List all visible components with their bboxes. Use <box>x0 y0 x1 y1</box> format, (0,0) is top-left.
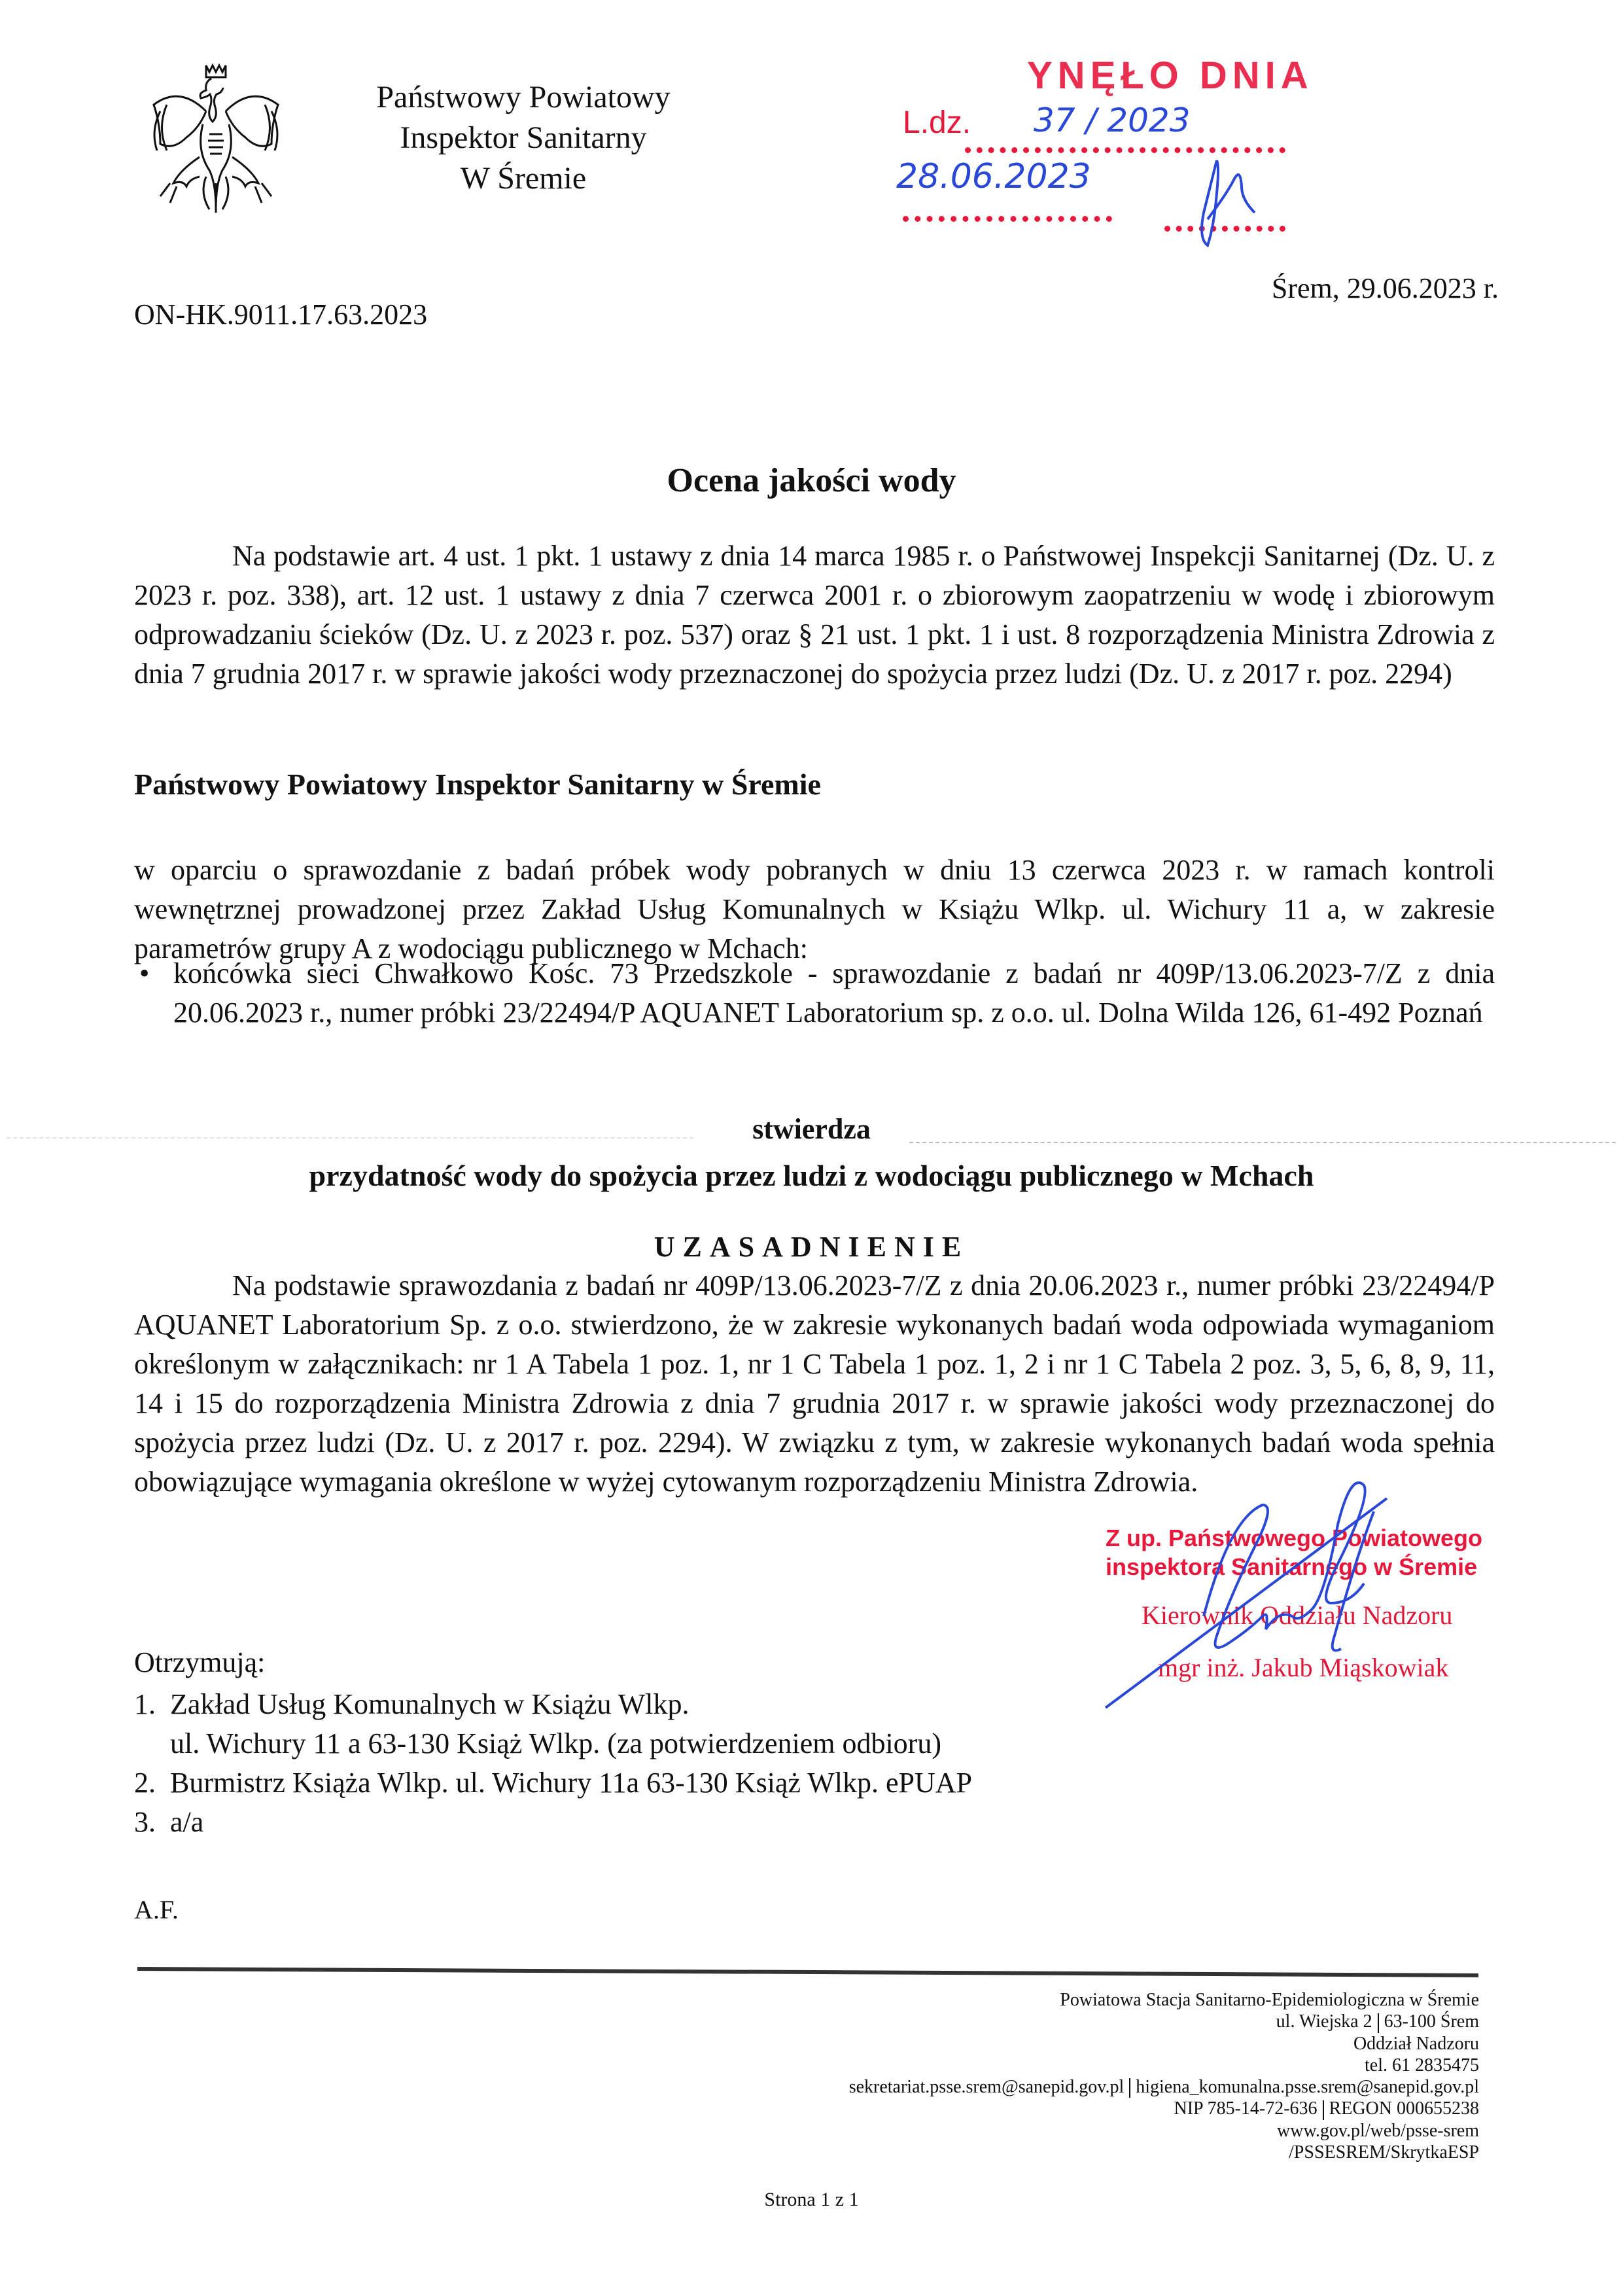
author-initials: A.F. <box>134 1895 179 1924</box>
footer-regon: REGON 000655238 <box>1329 2098 1479 2119</box>
footer-email-hygiene[interactable]: higiena_komunalna.psse.srem@sanepid.gov.pl <box>1136 2076 1479 2097</box>
issuer-header <box>327 77 720 199</box>
footer-divider <box>137 1967 1478 1977</box>
ldz-number-handwritten: 37 / 2023 <box>1034 101 1191 139</box>
recipients-heading: Otrzymują: <box>134 1646 266 1678</box>
recipient-number: 2. <box>134 1767 156 1799</box>
bullet-icon: • <box>139 957 150 989</box>
footer-ids <box>694 2098 1479 2120</box>
handwritten-signature-icon <box>1086 1472 1478 1734</box>
recipient-name: Burmistrz Książa Wlkp. ul. Wichury 11a 63-130 Książ Wlkp. ePUAP <box>170 1767 972 1799</box>
recipient-name: Zakład Usług Komunalnych w Książu Wlkp. <box>170 1688 689 1720</box>
list-item <box>134 1763 972 1803</box>
received-stamp-title: YNĘŁO DNIA <box>1027 54 1314 97</box>
verdict-verb: stwierdza <box>752 1113 871 1145</box>
sample-point-list <box>134 954 1495 1033</box>
page-number: Strona 1 z 1 <box>764 2189 859 2210</box>
recipient-address: ul. Wichury 11 a 63-130 Książ Wlkp. (za potwierdzeniem odbioru) <box>170 1727 941 1759</box>
justification-heading: UZASADNIENIE <box>654 1231 969 1263</box>
recipient-number: 3. <box>134 1806 156 1838</box>
document-title: Ocena jakości wody <box>667 462 956 499</box>
list-item <box>134 1803 972 1842</box>
footer-street: ul. Wiejska 2 <box>1276 2011 1372 2032</box>
separator <box>1378 2013 1379 2033</box>
signature-stamp-line-2: inspektora Sanitarnego w Śremie <box>1106 1553 1478 1580</box>
received-stamp <box>896 52 1361 249</box>
recipients-list <box>134 1685 972 1842</box>
ldz-label: L.dz. <box>903 105 971 140</box>
separator <box>1323 2100 1324 2120</box>
initials-signature-icon <box>1191 154 1269 252</box>
signature-stamp-line-3: Kierownik Oddziału Nadzoru <box>1142 1600 1453 1630</box>
eagle-icon <box>141 59 291 216</box>
separator <box>1129 2078 1130 2098</box>
footer-address <box>694 2011 1479 2033</box>
legal-basis-paragraph: Na podstawie art. 4 ust. 1 pkt. 1 ustawy z dnia 14 marca 1985 r. o Państwowej Inspekcji Sanitarnej (Dz. U. z 2023 r. poz. 338), art. 12 ust. 1 ustawy z dnia 7 czerwca 2001 r. o zbiorowym zaopatrzeniu w wodę i zbiorowym odprowadzaniu ścieków (Dz. U. z 2023 r. poz. 537) oraz § 21 ust. 1 pkt. 1 i ust. 8 rozporządzenia Ministra Zdrowia z dnia 7 grudnia 2017 r. w sprawie jakości wody przeznaczonej do spożycia przez ludzi (Dz. U. z 2017 r. poz. 2294) <box>134 540 1495 690</box>
polish-eagle-emblem <box>141 59 291 216</box>
verdict-statement: przydatność wody do spożycia przez ludzi z wodociągu publicznego w Mchach <box>309 1159 1314 1192</box>
received-date-handwritten: 28.06.2023 <box>896 157 1091 196</box>
footer-email-secretariat[interactable]: sekretariat.psse.srem@sanepid.gov.pl <box>848 2076 1125 2097</box>
footer-department: Oddział Nadzoru <box>1353 2033 1479 2054</box>
footer-website[interactable]: www.gov.pl/web/psse-srem <box>1277 2120 1479 2141</box>
place-and-date: Śrem, 29.06.2023 r. <box>1271 272 1499 304</box>
date-dotted-line <box>903 216 1112 222</box>
list-item <box>134 954 1495 1033</box>
footer-nip: NIP 785-14-72-636 <box>1174 2098 1318 2119</box>
footer-epuap: /PSSESREM/SkrytkaESP <box>1289 2142 1479 2163</box>
sample-point-text: końcówka sieci Chwałkowo Kośc. 73 Przedszkole - sprawozdanie z badań nr 409P/13.06.2023-7/Z z dnia 20.06.2023 r., numer próbki 23/22494/P AQUANET Laboratorium sp. z o.o. ul. Dolna Wilda 126, 61-492 Poznań <box>173 957 1495 1029</box>
footer-emails <box>694 2076 1479 2098</box>
justification-paragraph: Na podstawie sprawozdania z badań nr 409P/13.06.2023-7/Z z dnia 20.06.2023 r., numer próbki 23/22494/P AQUANET Laboratorium Sp. z o.o. stwierdzono, że w zakresie wykonanych badań woda odpowiada wymaganiom określonym w załącznikach: nr 1 A Tabela 1 poz. 1, nr 1 C Tabela 1 poz. 1, 2 i nr 1 C Tabela 2 poz. 3, 5, 6, 8, 9, 11, 14 i 15 do rozporządzenia Ministra Zdrowia z dnia 7 grudnia 2017 r. w sprawie jakości wody przeznaczonej do spożycia przez ludzi (Dz. U. z 2017 r. poz. 2294). W związku z tym, w zakresie wykonanych badań woda spełnia obowiązujące wymagania określone w wyżej cytowanym rozporządzeniu Ministra Zdrowia. <box>134 1269 1495 1498</box>
list-item <box>134 1685 972 1763</box>
reference-number: ON-HK.9011.17.63.2023 <box>134 298 428 330</box>
issuer-line-1: Państwowy Powiatowy <box>376 80 671 115</box>
footer-contact-block <box>694 1989 1479 2163</box>
issuer-line-3: W Śremie <box>460 161 587 196</box>
basis-intro-paragraph: w oparciu o sprawozdanie z badań próbek wody pobranych w dniu 13 czerwca 2023 r. w ramach kontroli wewnętrznej prowadzonej przez Zakład Usług Komunalnych w Książu Wlkp. ul. Wichury 11 a, w zakresie parametrów grupy A z wodociągu publicznego w Mchach: <box>134 854 1495 964</box>
signature-stamp-line-4: mgr inż. Jakub Miąskowiak <box>1158 1653 1449 1682</box>
issuer-line-2: Inspektor Sanitarny <box>400 120 647 155</box>
ldz-dotted-line <box>965 147 1285 153</box>
footer-postal: 63-100 Śrem <box>1384 2011 1479 2032</box>
recipient-name: a/a <box>170 1806 204 1838</box>
footer-phone: tel. 61 2835475 <box>1365 2055 1479 2075</box>
authority-heading: Państwowy Powiatowy Inspektor Sanitarny w Śremie <box>134 768 821 801</box>
signature-stamp-line-1: Z up. Państwowego Powiatowego <box>1106 1525 1483 1551</box>
recipient-number: 1. <box>134 1688 156 1720</box>
signature-stamp <box>1106 1525 1511 1721</box>
footer-institution: Powiatowa Stacja Sanitarno-Epidemiologiczna w Śremie <box>1060 1990 1479 2010</box>
